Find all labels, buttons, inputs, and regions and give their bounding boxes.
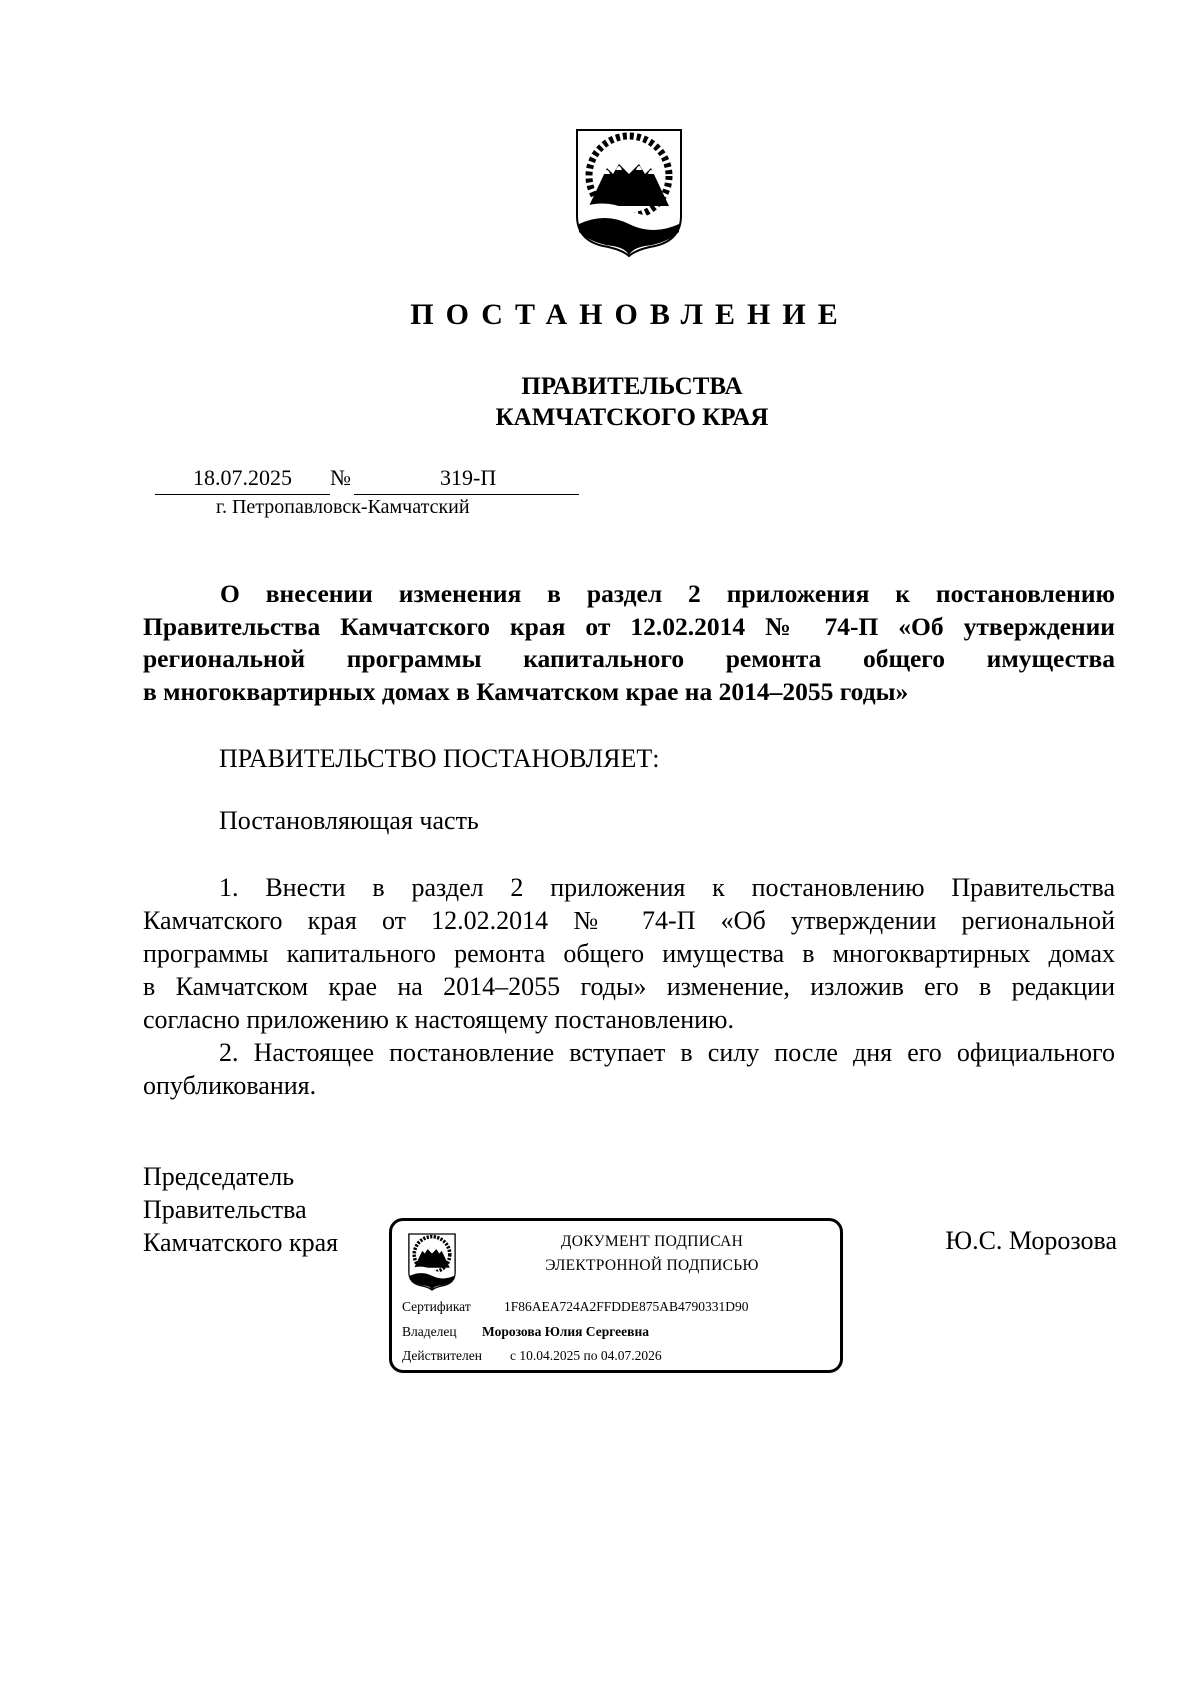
issuing-body-line2: КАМЧАТСКОГО КРАЯ xyxy=(495,404,769,431)
number-underline xyxy=(354,494,579,495)
signatory-title-line: Камчатского края xyxy=(143,1228,339,1257)
certificate-row xyxy=(402,1299,749,1315)
body-line: Камчатского края от 12.02.2014 № 74-П «Об утверждении региональной xyxy=(143,906,1115,935)
owner-value: Морозова Юлия Сергеевна xyxy=(482,1324,649,1339)
title-line: в многоквартирных домах в Камчатском крае на 2014–2055 годы» xyxy=(143,676,909,706)
validity-row xyxy=(402,1348,662,1364)
body-line: в Камчатском крае на 2014–2055 годы» изменение, изложив его в редакции xyxy=(143,972,1115,1001)
issuing-body-line1: ПРАВИТЕЛЬСТВА xyxy=(521,373,743,400)
document-title xyxy=(143,578,1115,708)
signatory-title-line: Председатель xyxy=(143,1162,295,1191)
operative-part-label: Постановляющая часть xyxy=(219,806,479,835)
validity-label: Действителен xyxy=(402,1348,482,1363)
decree-phrase: ПРАВИТЕЛЬСТВО ПОСТАНОВЛЯЕТ: xyxy=(219,744,660,773)
stamp-heading: ДОКУМЕНТ ПОДПИСАН xyxy=(560,1233,744,1250)
title-line: Правительства Камчатского края от 12.02.2014 № 74-П «Об утверждении xyxy=(143,611,1115,641)
body-line: опубликования. xyxy=(143,1071,317,1100)
body-line: 1. Внести в раздел 2 приложения к постановлению Правительства xyxy=(219,873,1115,902)
document-number: 319-П xyxy=(440,465,497,490)
city-name: г. Петропавловск-Камчатский xyxy=(216,496,470,518)
document-body xyxy=(143,871,1115,1102)
body-line: 2. Настоящее постановление вступает в силу после дня его официального xyxy=(219,1038,1115,1067)
body-line: программы капитального ремонта общего имущества в многоквартирных домах xyxy=(143,939,1115,968)
number-sign: № xyxy=(330,465,351,490)
document-type-heading: ПОСТАНОВЛЕНИЕ xyxy=(410,298,850,331)
date-underline xyxy=(155,494,330,495)
signatory-name: Ю.С. Морозова xyxy=(945,1226,1117,1255)
document-date: 18.07.2025 xyxy=(193,465,292,490)
electronic-signature-stamp xyxy=(389,1218,843,1373)
body-line: согласно приложению к настоящему постановлению. xyxy=(143,1005,734,1034)
signatory-title-line: Правительства xyxy=(143,1195,307,1224)
stamp-heading: ЭЛЕКТРОННОЙ ПОДПИСЬЮ xyxy=(545,1257,759,1274)
coat-of-arms-icon xyxy=(408,1233,456,1291)
title-line: региональной программы капитального ремонта общего имущества xyxy=(143,644,1115,673)
certificate-value: 1F86AEA724A2FFDDE875AB4790331D90 xyxy=(504,1299,749,1314)
owner-row xyxy=(402,1324,649,1340)
signatory-title xyxy=(143,1160,338,1259)
title-line: О внесении изменения в раздел 2 приложения к постановлению xyxy=(220,579,1115,608)
validity-value: с 10.04.2025 по 04.07.2026 xyxy=(510,1348,662,1363)
owner-label: Владелец xyxy=(402,1324,457,1339)
certificate-label: Сертификат xyxy=(402,1299,471,1314)
coat-of-arms-icon xyxy=(575,128,683,258)
